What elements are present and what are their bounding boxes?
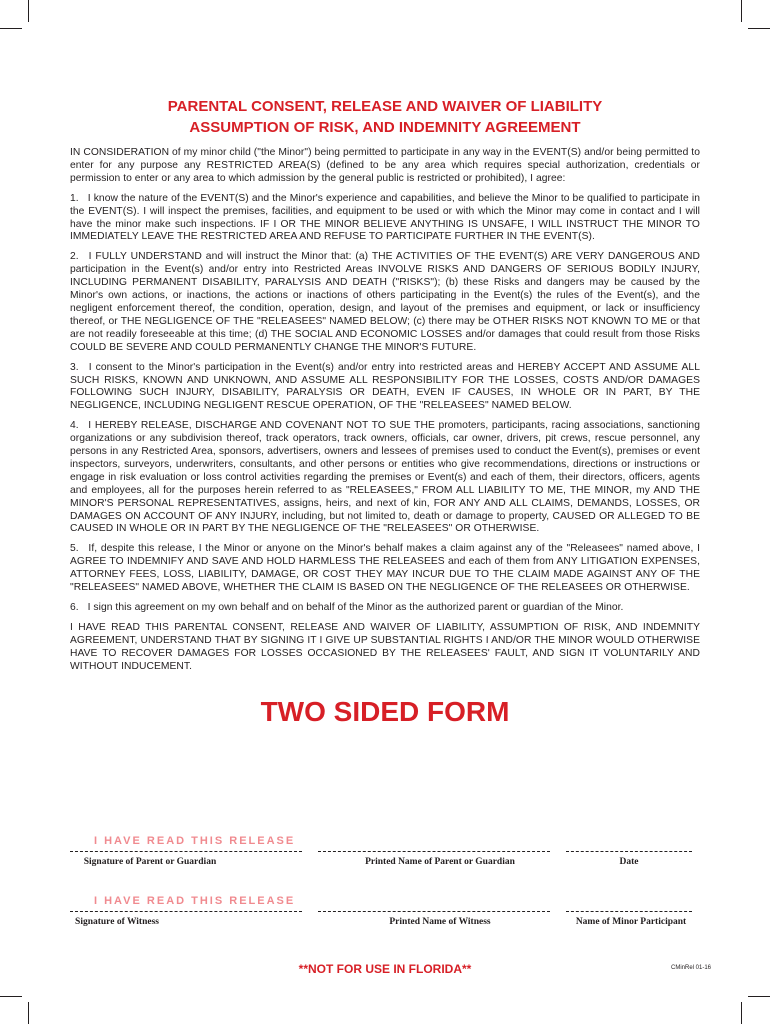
waiver-document xyxy=(70,96,700,728)
not-for-florida-notice: **NOT FOR USE IN FLORIDA** xyxy=(298,962,472,976)
clause-4 xyxy=(70,420,700,536)
crop-mark xyxy=(0,996,22,997)
document-title xyxy=(70,96,700,138)
clause-6 xyxy=(70,602,700,615)
clause-2 xyxy=(70,251,700,354)
clause-number: 5. xyxy=(70,543,79,555)
parent-signature-line[interactable] xyxy=(70,851,302,852)
crop-mark xyxy=(741,0,742,22)
witness-printed-name-label: Printed Name of Witness xyxy=(389,917,491,927)
crop-mark xyxy=(748,996,770,997)
date-line[interactable] xyxy=(566,851,692,852)
minor-name-label: Name of Minor Participant xyxy=(575,917,687,927)
clause-number: 4. xyxy=(70,420,79,432)
clause-text: I FULLY UNDERSTAND and will instruct the Minor that: (a) THE ACTIVITIES OF THE EVENT(S) ARE VERY DANGEROUS AND participation in the Event(s) and/or entry into Restricted Areas INVOLVE RISKS AND DANGERS OF SERIOUS BODILY INJURY, INCLUDING PERMANENT DISABILITY, PARALYSIS AND DEATH ("RISKS"); (b) these Risks and dangers may be caused by the Minor's own actions, or inactions, the actions or inactions of others participating in the Event(s) the rules of the Event(s), and the negligent enforcement thereof, the condition, operation, design, and layout of the premises and equipment, or lack or insufficiency thereof, or THE NEGLIGENCE OF THE "RELEASEES" NAMED BELOW; (c) there may be OTHER RISKS NOT KNOWN TO ME or that are not readily foreseeable at this time; (d) THE SOCIAL AND ECONOMIC LOSSES and/or damages that could result from those Risks COULD BE SEVERE AND COULD PERMANENTLY CHANGE THE MINOR'S FUTURE. xyxy=(70,251,700,353)
witness-signature-line[interactable] xyxy=(70,911,302,912)
crop-mark xyxy=(0,28,22,29)
clause-number: 2. xyxy=(70,251,79,263)
title-line-1: PARENTAL CONSENT, RELEASE AND WAIVER OF LIABILITY xyxy=(167,98,603,115)
section-heading: I HAVE READ THIS RELEASE xyxy=(94,895,296,907)
intro-paragraph: IN CONSIDERATION of my minor child ("the Minor") being permitted to participate in any way in the EVENT(S) and/or being permitted to enter for any purpose any RESTRICTED AREA(S) (defined to be any area which requires special authorization, credentials or permission to enter or any area to which admission by the general public is restricted or prohibited), I agree: xyxy=(70,147,700,184)
witness-signature-section xyxy=(70,895,700,935)
clause-1 xyxy=(70,193,700,245)
clause-text: I consent to the Minor's participation in the Event(s) and/or entry into restricted areas and HEREBY ACCEPT AND ASSUME ALL SUCH RISKS, KNOWN AND UNKNOWN, AND ASSUME ALL RESPONSIBILITY FOR THE LOSSES, COSTS AND/OR DAMAGES FOLLOWING SUCH INJURY, DISABILITY, PARALYSIS OR DEATH, EVEN IF CAUSES, IN WHOLE OR IN PART, BY THE NEGLIGENCE, INCLUDING NEGLIGENT RESCUE OPERATION, OF THE "RELEASEES" NAMED BELOW. xyxy=(70,361,700,412)
minor-name-line[interactable] xyxy=(566,911,692,912)
section-heading: I HAVE READ THIS RELEASE xyxy=(94,835,296,847)
witness-signature-label: Signature of Witness xyxy=(75,917,159,927)
two-sided-form-notice: TWO SIDED FORM xyxy=(260,695,510,727)
title-line-2: ASSUMPTION OF RISK, AND INDEMNITY AGREEMENT xyxy=(189,119,581,136)
witness-printed-name-line[interactable] xyxy=(318,911,550,912)
clause-3 xyxy=(70,362,700,414)
clause-text: If, despite this release, I the Minor or anyone on the Minor's behalf makes a claim against any of the "Releasees" named above, I AGREE TO INDEMNIFY AND SAVE AND HOLD HARMLESS THE RELEASEES and each of them from ANY LITIGATION EXPENSES, ATTORNEY FEES, LOSS, LIABILITY, DAMAGE, OR COST THEY MAY INCUR DUE TO THE CLAIM MADE AGAINST ANY OF THE "RELEASEES" NAMED ABOVE, WHETHER THE CLAIM IS BASED ON THE NEGLIGENCE OF THE RELEASEES OR OTHERWISE. xyxy=(70,543,700,594)
clause-text: I sign this agreement on my own behalf and on behalf of the Minor as the authorized parent or guardian of the Minor. xyxy=(87,602,624,613)
crop-mark xyxy=(741,1002,742,1024)
date-label: Date xyxy=(619,857,639,867)
acknowledgement-paragraph: I HAVE READ THIS PARENTAL CONSENT, RELEASE AND WAIVER OF LIABILITY, ASSUMPTION OF RISK, AND INDEMNITY AGREEMENT, UNDERSTAND THAT BY SIGNING IT I GIVE UP SUBSTANTIAL RIGHTS I AND/OR THE MINOR WOULD OTHERWISE HAVE TO RECOVER DAMAGES FOR LOSSES OCCASIONED BY THE RELEASEES' FAULT, AND SIGN IT VOLUNTARILY AND WITHOUT INDUCEMENT. xyxy=(70,621,700,672)
clause-number: 6. xyxy=(70,602,79,613)
parent-printed-name-line[interactable] xyxy=(318,851,550,852)
crop-mark xyxy=(748,28,770,29)
crop-mark xyxy=(28,0,29,22)
clause-number: 1. xyxy=(70,192,79,204)
crop-mark xyxy=(28,1002,29,1024)
parent-signature-label: Signature of Parent or Guardian xyxy=(83,857,217,867)
clause-5 xyxy=(70,543,700,595)
clause-text: I know the nature of the EVENT(S) and the Minor's experience and capabilities, and believe the Minor to be qualified to participate in the EVENT(S). I will inspect the premises, facilities, and equipment to be used or with which the Minor may come in contact and I will have the minor make such inspections. IF I OR THE MINOR BELIEVE ANYTHING IS UNSAFE, I WILL INSTRUCT THE MINOR TO IMMEDIATELY LEAVE THE RESTRICTED AREA AND REFUSE TO PARTICIPATE FURTHER IN THE EVENT(S). xyxy=(70,192,700,243)
parent-signature-section xyxy=(70,835,700,875)
clause-number: 3. xyxy=(70,361,79,373)
parent-printed-name-label: Printed Name of Parent or Guardian xyxy=(365,857,515,867)
form-code: CMinRel 01-16 xyxy=(671,965,712,971)
clause-text: I HEREBY RELEASE, DISCHARGE AND COVENANT NOT TO SUE THE promoters, participants, racing associations, sanctioning organizations or any subdivision thereof, track operators, track owners, officials, car owner, drivers, pit crews, rescue personnel, any persons in any Restricted Area, sponsors, advertisers, owners and lessees of premises used to conduct the Event(s), premises or event inspectors, surveyors, underwriters, consultants, and other persons or entities who give recommendations, directions or instructions or engage in risk evaluation or loss control activities regarding the premises or Event(s) and each of them, their directors, officers, agents and employees, all for the purposes herein referred to as "RELEASEES," FROM ALL LIABILITY TO ME, THE MINOR, my AND THE MINOR'S PERSONAL REPRESENTATIVES, assigns, heirs, and next of kin, FOR ANY AND ALL CLAIMS, DEMANDS, LOSSES, OR DAMAGES ON ACCOUNT OF ANY INJURY, including, but not limited to, death or damage to property, CAUSED OR ALLEGED TO BE CAUSED IN WHOLE OR IN PART BY THE NEGLIGENCE OF THE "RELEASEES" OR OTHERWISE. xyxy=(70,420,700,535)
